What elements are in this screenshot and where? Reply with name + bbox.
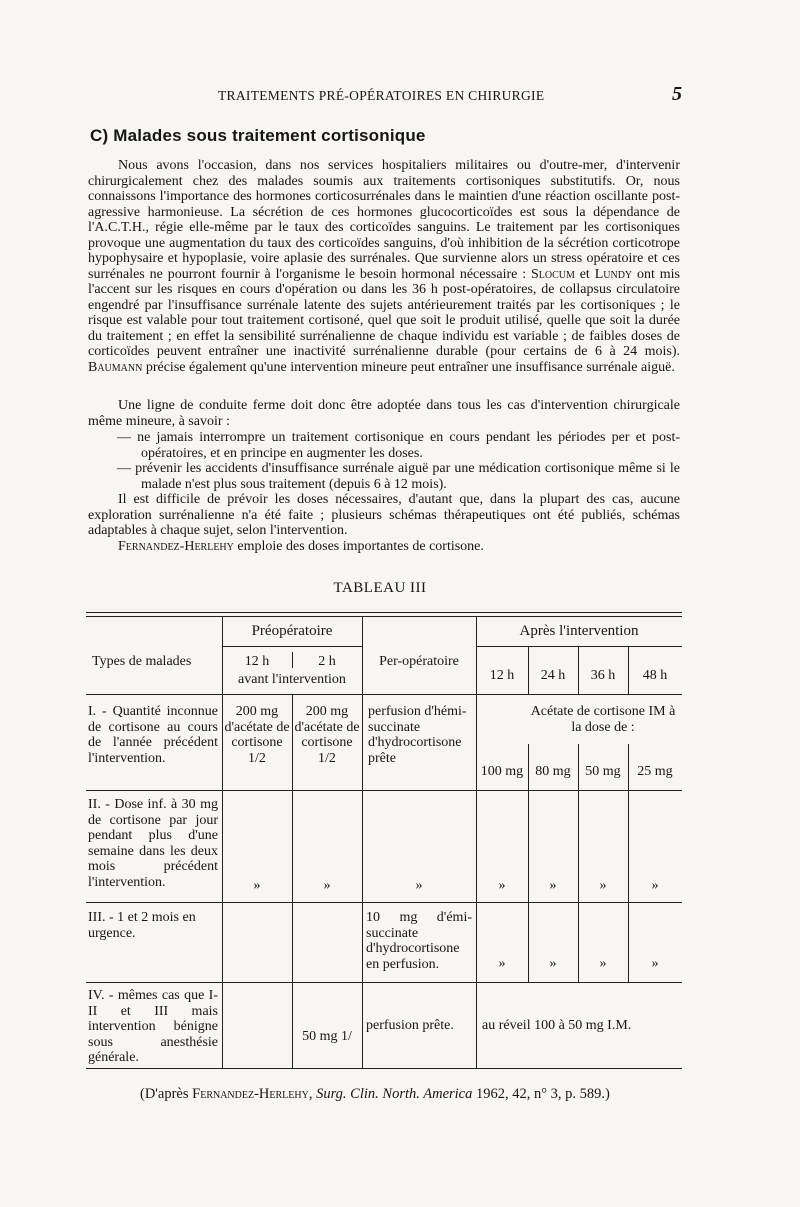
author-slocum: Slocum: [530, 266, 575, 282]
author-fernandez-herlehy: Fernandez-Herlehy: [118, 539, 234, 554]
row1-type: I. - Quantité inconnue de cortisone au cours de l'année précédent l'intervention.: [88, 704, 218, 766]
row2-type: II. - Dose inf. à 30 mg de cortisone par jour pendant plus d'une semaine dans les deux mois précédent l'intervention.: [88, 797, 218, 890]
header-apres: Après l'intervention: [519, 623, 639, 639]
header-after-24h: 24 h: [540, 668, 566, 683]
row1-bottom-rule: [86, 790, 682, 791]
row4-type: IV. - mêmes cas que I-II et III mais intervention bénigne sous anesthésie générale.: [88, 988, 218, 1065]
apres-sub-rule: [476, 646, 682, 647]
row2-ditto-perop: »: [415, 878, 423, 893]
table-top-rule: [86, 612, 682, 613]
row4-apres: au réveil 100 à 50 mg I.M.: [482, 1018, 632, 1033]
paragraph-2: Une ligne de conduite ferme doit donc être adoptée dans tous les cas d'intervention chirurgicale même mineure, à savoir :: [88, 398, 680, 429]
header-types: Types de malades: [92, 654, 192, 669]
table-title: TABLEAU III: [333, 580, 427, 596]
col-line-3: [362, 616, 363, 1068]
paragraph-3: Il est difficile de prévoir les doses nécessaires, d'autant que, dans la plupart des cas, aucune exploration surrénalienne n'a été faite ; plusieurs schémas thérapeutiques ont été publiés, schémas adaptables à chaque sujet, selon l'intervention.: [88, 492, 680, 538]
row1-after-48h: 25 mg: [637, 764, 673, 779]
paragraph-1-part-c: précise également qu'une intervention mineure peut entraîner une insuffisance surrénale aiguë.: [142, 359, 675, 375]
header-after-12h: 12 h: [489, 668, 515, 683]
list-item-2: — prévenir les accidents d'insuffisance surrénale aiguë par une médication cortisonique même si le malade n'est plus sous traitement (depuis 6 à 12 mois).: [117, 461, 680, 492]
row2-ditto-a36: »: [599, 878, 607, 893]
header-2h: 2 h: [318, 654, 336, 669]
row3-type: III. - 1 et 2 mois en urgence.: [88, 910, 196, 941]
conjunction: et: [574, 266, 595, 282]
col-line-7: [628, 744, 629, 982]
header-12h: 12 h: [244, 654, 270, 669]
table-source: [140, 1086, 610, 1103]
row2-bottom-rule: [86, 902, 682, 903]
running-title: TRAITEMENTS PRÉ-OPÉRATOIRES EN CHIRURGIE: [218, 88, 545, 103]
paragraph-4: [88, 539, 680, 555]
row1-apres-note: Acétate de cortisone IM à la dose de :: [530, 704, 676, 735]
row2-ditto-a24: »: [549, 878, 557, 893]
section-heading: C) Malades sous traitement cortisonique: [90, 126, 426, 145]
header-after-48h: 48 h: [642, 668, 668, 683]
row2-ditto-a48: »: [651, 878, 659, 893]
source-details: 1962, 42, n° 3, p. 589.): [472, 1086, 610, 1102]
col-line-5: [528, 744, 529, 982]
source-prefix: (D'après: [140, 1086, 193, 1102]
row2-ditto-2h: »: [323, 878, 331, 893]
row4-2h: 50 mg 1/: [302, 1029, 352, 1044]
page-number: 5: [672, 83, 682, 105]
header-perop: Per-opératoire: [379, 654, 459, 669]
table-top-rule-double: [86, 616, 682, 617]
header-bottom-rule: [86, 694, 682, 695]
row1-2h: 200 mg d'acétate de cortisone 1/2: [294, 704, 360, 766]
row3-bottom-rule: [86, 982, 682, 983]
col-line-6: [578, 744, 579, 982]
row3-ditto-a36: »: [599, 956, 607, 971]
row3-ditto-a24: »: [549, 956, 557, 971]
header-avant: avant l'intervention: [238, 672, 346, 687]
source-author: Fernandez-Herlehy,: [192, 1086, 313, 1102]
row3-perop: 10 mg d'émi-succinate d'hydrocortisone en perfusion.: [366, 910, 472, 972]
col-line-4: [476, 616, 477, 1068]
author-baumann: Baumann: [88, 359, 143, 375]
row1-after-36h: 50 mg: [585, 764, 621, 779]
header-preop: Préopératoire: [251, 623, 333, 639]
paragraph-1-part-b: ont mis l'accent sur les risques en cours d'opération ou dans les 36 h post-opératoires, de collapsus circulatoire engendré par l'insuffisance surrénale latente des sujets antérieurement traités par les cortisoniques ; le risque est valable pour tout traitement cortisoné, quel que soit le produit utilisé, quelle que soit la durée du traitement ; en effet la sensibilité surrénalienne de chaque individu est variable ; de faibles doses de corticoïdes peuvent entraîner une inactivité surrénalienne durable (pour certains de 6 à 24 mois).: [88, 266, 680, 359]
row3-ditto-a12: »: [498, 956, 506, 971]
row2-ditto-12h: »: [253, 878, 261, 893]
row4-perop: perfusion prête.: [366, 1018, 454, 1033]
source-journal: Surg. Clin. North. America: [316, 1086, 473, 1102]
paragraph-4-text: emploie des doses importantes de cortisone.: [233, 539, 484, 554]
row1-12h: 200 mg d'acétate de cortisone 1/2: [224, 704, 290, 766]
paragraph-1: [88, 158, 680, 375]
row1-perop: perfusion d'hémi-succinate d'hydrocortisone prête: [368, 704, 467, 766]
table-bottom-rule: [86, 1068, 682, 1069]
list-item-1: — ne jamais interrompre un traitement cortisonique en cours pendant les périodes per et post-opératoires, et en principe en augmenter les doses.: [117, 430, 680, 461]
row1-after-12h: 100 mg: [480, 764, 524, 779]
preop-sub-rule: [222, 646, 362, 647]
paragraph-1-part-a: Nous avons l'occasion, dans nos services hospitaliers militaires ou d'outre-mer, d'intervenir chirurgicalement chez des malades soumis aux traitements cortisoniques substitutifs. Or, nous connaissons l'importance des hormones corticosurrénales dans le maintien d'une réaction oscillante post-agressive harmonieuse. La sécrétion de ces hormones glucocorticoïdes est sous la dépendance de l'A.C.T.H., régie elle-même par le taux des corticoïdes sanguins. Le traitement par les cortisoniques provoque une augmentation du taux des corticoïdes sanguins, d'où inhibition de la sécrétion corticotrope hypophysaire et hypoplasie, voire aplasie des surrénales. Que survienne alors un stress opératoire et ces surrénales ne pourront fournir à l'organisme le besoin hormonal nécessaire :: [88, 158, 680, 282]
row2-ditto-a12: »: [498, 878, 506, 893]
row3-ditto-a48: »: [651, 956, 659, 971]
author-lundy: Lundy: [594, 266, 633, 282]
row1-after-24h: 80 mg: [535, 764, 571, 779]
header-after-36h: 36 h: [590, 668, 616, 683]
